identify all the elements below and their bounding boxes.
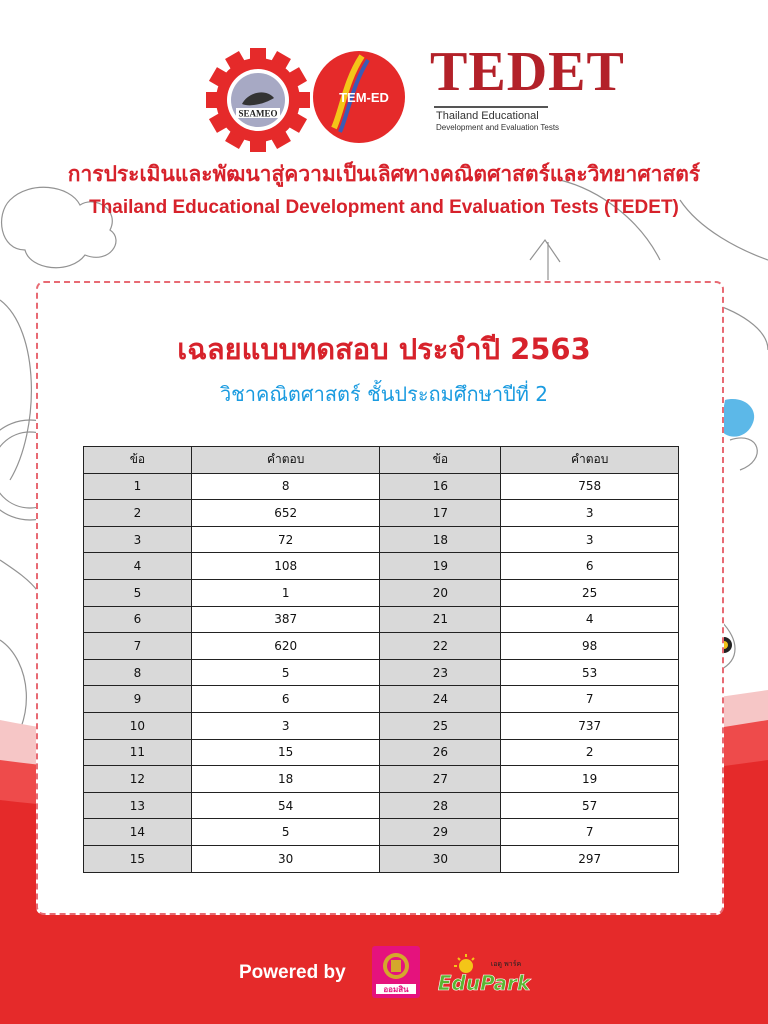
answer-table-row <box>84 686 679 713</box>
answer-value-cell: 1 <box>191 579 380 606</box>
answer-value-cell: 8 <box>191 473 380 500</box>
answer-value-cell: 5 <box>191 819 380 846</box>
answer-table-row <box>84 526 679 553</box>
question-number-cell: 23 <box>380 659 501 686</box>
answer-value-cell: 7 <box>501 686 679 713</box>
question-number-cell: 7 <box>84 633 192 660</box>
question-number-cell: 25 <box>380 712 501 739</box>
answer-table-row <box>84 500 679 527</box>
answer-value-cell: 6 <box>191 686 380 713</box>
question-number-cell: 3 <box>84 526 192 553</box>
answer-table-row <box>84 845 679 872</box>
answer-value-cell: 72 <box>191 526 380 553</box>
question-number-cell: 1 <box>84 473 192 500</box>
answer-table-row <box>84 579 679 606</box>
answer-value-cell: 737 <box>501 712 679 739</box>
question-number-cell: 18 <box>380 526 501 553</box>
answer-table-row <box>84 473 679 500</box>
question-number-cell: 21 <box>380 606 501 633</box>
header-answer-left: คำตอบ <box>191 447 380 474</box>
question-number-cell: 9 <box>84 686 192 713</box>
question-number-cell: 20 <box>380 579 501 606</box>
answer-value-cell: 6 <box>501 553 679 580</box>
question-number-cell: 5 <box>84 579 192 606</box>
answer-value-cell: 19 <box>501 766 679 793</box>
question-number-cell: 14 <box>84 819 192 846</box>
header-question-no-right: ข้อ <box>380 447 501 474</box>
tedet-logo-subtitle-small: Development and Evaluation Tests <box>436 123 560 132</box>
answer-value-cell: 620 <box>191 633 380 660</box>
answer-table-row <box>84 606 679 633</box>
header-logos <box>0 40 768 150</box>
question-number-cell: 11 <box>84 739 192 766</box>
answer-value-cell: 30 <box>191 845 380 872</box>
subject-grade-subheading: วิชาคณิตศาสตร์ ชั้นประถมศึกษาปีที่ 2 <box>219 382 549 406</box>
question-number-cell: 6 <box>84 606 192 633</box>
answer-table-row <box>84 633 679 660</box>
answer-value-cell: 108 <box>191 553 380 580</box>
answer-value-cell: 15 <box>191 739 380 766</box>
answer-key-heading: เฉลยแบบทดสอบ ประจำปี 2563 <box>177 332 591 366</box>
question-number-cell: 28 <box>380 792 501 819</box>
question-number-cell: 24 <box>380 686 501 713</box>
svg-text:SEAMEO: SEAMEO <box>238 108 278 119</box>
answer-value-cell: 3 <box>501 500 679 527</box>
program-title-thai: การประเมินและพัฒนาสู่ความเป็นเลิศทางคณิตศาสตร์และวิทยาศาสตร์ <box>67 162 701 186</box>
tem-ed-logo-icon <box>312 50 406 144</box>
answer-table-header-row <box>84 447 679 474</box>
answer-value-cell: 5 <box>191 659 380 686</box>
answer-table-row <box>84 739 679 766</box>
question-number-cell: 12 <box>84 766 192 793</box>
question-number-cell: 8 <box>84 659 192 686</box>
answer-value-cell: 758 <box>501 473 679 500</box>
gsb-bank-logo-icon <box>372 946 420 998</box>
question-number-cell: 19 <box>380 553 501 580</box>
answer-value-cell: 4 <box>501 606 679 633</box>
answer-table-row <box>84 792 679 819</box>
answer-table-row <box>84 819 679 846</box>
question-number-cell: 4 <box>84 553 192 580</box>
powered-by-label: Powered by <box>239 962 346 983</box>
question-number-cell: 29 <box>380 819 501 846</box>
edupark-logo-icon <box>436 952 532 998</box>
answer-table-row <box>84 553 679 580</box>
question-number-cell: 30 <box>380 845 501 872</box>
question-number-cell: 15 <box>84 845 192 872</box>
answer-value-cell: 18 <box>191 766 380 793</box>
svg-text:TEM-ED: TEM-ED <box>339 90 389 105</box>
program-title-english: Thailand Educational Development and Evaluation Tests (TEDET) <box>89 197 679 218</box>
tedet-logo-word: TEDET <box>430 41 625 103</box>
answer-table-row <box>84 712 679 739</box>
answer-value-cell: 2 <box>501 739 679 766</box>
seameo-gear-logo-icon <box>206 48 310 152</box>
answer-value-cell: 387 <box>191 606 380 633</box>
answer-table-row <box>84 659 679 686</box>
answer-value-cell: 297 <box>501 845 679 872</box>
answer-table <box>83 446 679 873</box>
answer-value-cell: 53 <box>501 659 679 686</box>
answer-value-cell: 7 <box>501 819 679 846</box>
header-question-no-left: ข้อ <box>84 447 192 474</box>
question-number-cell: 27 <box>380 766 501 793</box>
question-number-cell: 2 <box>84 500 192 527</box>
tedet-logo-subtitle: Thailand Educational <box>436 110 539 122</box>
question-number-cell: 10 <box>84 712 192 739</box>
answer-value-cell: 54 <box>191 792 380 819</box>
sponsor1-text: ออมสิน <box>383 985 409 994</box>
answer-value-cell: 98 <box>501 633 679 660</box>
sponsor2-text: EduPark <box>437 971 531 995</box>
question-number-cell: 13 <box>84 792 192 819</box>
answer-table-row <box>84 766 679 793</box>
question-number-cell: 17 <box>380 500 501 527</box>
question-number-cell: 22 <box>380 633 501 660</box>
question-number-cell: 26 <box>380 739 501 766</box>
header-answer-right: คำตอบ <box>501 447 679 474</box>
answer-value-cell: 57 <box>501 792 679 819</box>
tedet-logo-rule <box>434 106 548 108</box>
question-number-cell: 16 <box>380 473 501 500</box>
sponsor2-small-text: เอดู พาร์ค <box>490 960 522 968</box>
answer-value-cell: 3 <box>191 712 380 739</box>
answer-value-cell: 652 <box>191 500 380 527</box>
answer-value-cell: 25 <box>501 579 679 606</box>
answer-value-cell: 3 <box>501 526 679 553</box>
